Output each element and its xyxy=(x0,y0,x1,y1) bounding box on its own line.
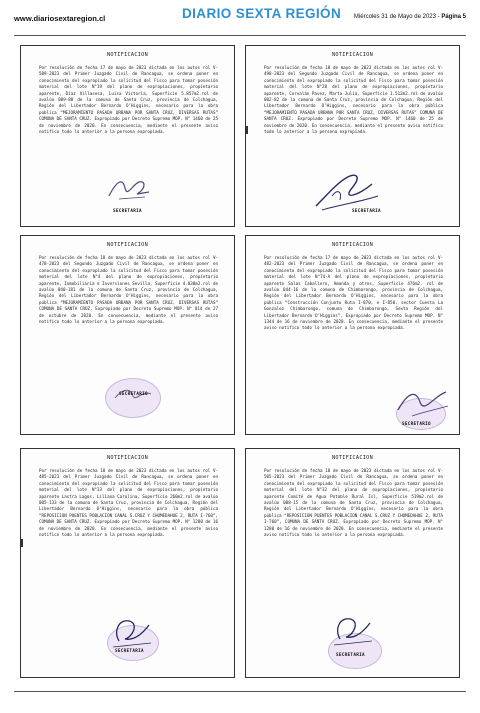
footer-rule xyxy=(14,691,466,692)
notice-body: Por resolución de fecha 17 de mayo de 2023 dictada en los autos rol V-482-2023 del Primer Juzgado Civil de Rancagua, se ordena poner en conocimiento del expropiado la solicitud del Fisco para tomar posesión material del lote N°74-A del plano de expropiaciones, propietario aparente Salas Caballero, Amanda y otros, Superficie 476m2. rol de avalúo 044-16 de la comuna de Chimbarongo, provincia de Colchagua, Región del Libertador Bernardo O’Higgins, necesario para la obra pública “Construcción Conjunto Ruta I-870, e I-850, sector Cuesta La Gonzalez Chimbarongo, comuna de Chimbarongo, Sexta Región del Libertador Bernardo O’Higgins”. Expropiado por Decreto Supremo MOP. N° 1344 de 16 de noviembre de 2020. En consecuencia, mediante el presente aviso notifico todo lo anterior a la persona expropiada. xyxy=(264,255,443,331)
page-header xyxy=(14,0,466,38)
masthead-title: DIARIO SEXTA REGIÓN xyxy=(182,6,342,21)
fold-mark xyxy=(234,364,235,372)
signature-label: SECRETARIA xyxy=(352,209,381,214)
signature-label: SECRETARIA xyxy=(113,209,142,214)
dateline xyxy=(354,14,466,20)
notice-4 xyxy=(245,235,460,435)
notice-body: Por resolución de fecha 17 de mayo de 2023 dictada en los autos rol V-509-2023 del Primer Juzgado Civil de Rancagua, se ordena poner en conocimiento del expropiado la solicitud del Fisco para tomar posesión material del lote N°19 del plano de expropiaciones, propietario aparente, Díaz Villaseca, Luisa Victoria, Superficie 5.857m2.rol de avalúo 009-88 de la comuna de Santa Cruz, provincia de Colchagua, Región del Libertador Bernardo O’Higgins, necesario para la obra pública “MEJORAMIENTO PASADA URBANA POR SANTA CRUZ, DIVERSAS RUTAS” COMUNA DE SANTA CRUZ. Expropiado por Decreto Supremo MOP. N° 1460 de 25 de noviembre de 2020. En consecuencia, mediante el presente aviso notifico todo lo anterior a la persona expropiada. xyxy=(39,65,218,135)
notice-title: NOTIFICACION xyxy=(331,52,374,58)
signature-label: SECRETARIA xyxy=(115,649,144,654)
notice-body: Por resolución de fecha 18 de mayo de 2023 dictada en los autos rol V-485-2023 del Primer Juzgado Civil de Rancagua, se ordena poner en conocimiento del expropiado la solicitud del Fisco para tomar posesión material del lote N°33 del plano de expropiaciones, propietario aparente Lastra Lagos, Liliana Carolina, Superficie 260m2.rol de avalúo 005-133 de la comuna de Santa Cruz, provincia de Colchagua, Región del Libertador Bernardo O’Higgins, necesario para la obra pública “REPOSICION PUENTES POBLACION CANAL S.CRUZ Y CHOMEDAHUE 2, RUTA I-760”, COMUNA DE SANTA CRUZ. Expropiado por Decreto Supremo MOP. N° 1280 de 16 de noviembre de 2020. En consecuencia, mediante el presente aviso notifico todo lo anterior a la persona expropiada. xyxy=(39,468,218,538)
signature-label: SECRETARIO xyxy=(119,392,148,397)
notice-title: NOTIFICACION xyxy=(331,455,374,461)
fold-mark xyxy=(459,545,460,553)
notice-body: Por resolución de fecha 18 de mayo de 2023 dictada en los autos rol V-498-2023 del Segundo Juzgado Civil de Rancagua, se ordena poner en conocimiento del expropiado la solicitud del Fisco para tomar posesión material del lote N°28 del plano de expropiaciones, propietario aparente, Corvalán Pavez, Marta Julia, Superficie 1.512m2.rol de avalúo 002-82 de la comuna de Santa Cruz, provincia de Colchagua, Región del Libertador Bernardo O’Higgins, necesario para la obra pública “MEJORAMIENTO PASADA URBANA POR SANTA CRUZ, DIVERSAS RUTAS” COMUNA DE SANTA CRUZ. Expropiado por Decreto Supremo MOP. N° 1460 de 25 de noviembre de 2020. En consecuencia, mediante el presente aviso notifico todo lo anterior a la persona expropiada. xyxy=(264,65,443,135)
notice-1 xyxy=(20,45,235,227)
notice-body: Por resolución de fecha 18 de mayo de 2023 dictada en los autos rol V-478-2023 del Segundo Juzgado Civil de Rancagua, se ordena poner en conocimiento del expropiado la solicitud del Fisco para tomar posesión material del lote N°4 del plano de expropiaciones, propietario aparente, Inmobiliaria e Inversiones Sevilla, Superficie 4.038m2.rol de avalúo 040-181 de la comuna de Santa Cruz, provincia de Colchagua, Región del Libertador Bernardo O’Higgins, necesario para la obra pública “MEJORAMIENTO PASADA URBANA POR SANTA CRUZ, DIVERSAS RUTAS” COMUNA DE SANTA CRUZ. Expropiado por Decreto Supremo MOP. N° 814 de 27 de octubre de 2020. En consecuencia, mediante el presente aviso notifico todo lo anterior a la persona expropiada. xyxy=(39,255,218,325)
signature-mark xyxy=(109,611,155,651)
issue-date: Miércoles 31 de Mayo de 2023 - xyxy=(353,14,440,20)
notice-6 xyxy=(245,448,460,678)
signature-mark xyxy=(330,609,376,649)
signature-label: SECRETARIA xyxy=(336,653,365,658)
notice-3 xyxy=(20,235,235,435)
notice-title: NOTIFICACION xyxy=(106,52,149,58)
fold-mark xyxy=(21,539,23,547)
signature-label: SECRETARIO xyxy=(402,422,431,427)
notice-5 xyxy=(20,448,235,678)
notice-2 xyxy=(245,45,460,227)
header-rule xyxy=(14,35,466,36)
notice-title: NOTIFICACION xyxy=(106,242,149,248)
signature-mark xyxy=(107,174,151,204)
notice-body: Por resolución de fecha 18 de mayo de 2023 dictada en los autos rol V-505-2023 del Primer Juzgado Civil de Rancagua, se ordena poner en conocimiento del expropiado la solicitud del Fisco para tomar posesión material del lote N°32 del plano de expropiaciones, propietario aparente Comité de Agua Potable Rural Isl, Superficie 519m2.rol de avalúo 008-15 de la comuna de Santa Cruz, provincia de Colchagua, Región del Libertador Bernardo O’Higgins, necesario para la obra pública “REPOSICION PUENTES POBLACION CANAL S.CRUZ Y CHOMEDAHUE 2, RUTA I-760”, COMUNA DE SANTA CRUZ. Expropiado por Decreto Supremo MOP. N° 1280 de 16 de noviembre de 2020. En consecuencia, mediante el presente aviso notifico todo lo anterior a la persona expropiada. xyxy=(264,468,443,538)
page-number: Página 5 xyxy=(441,14,466,20)
signature-mark xyxy=(394,386,450,420)
notice-title: NOTIFICACION xyxy=(331,242,374,248)
fold-mark xyxy=(246,126,248,134)
notice-title: NOTIFICACION xyxy=(106,455,149,461)
site-url[interactable]: www.diariosextaregion.cl xyxy=(14,14,106,23)
